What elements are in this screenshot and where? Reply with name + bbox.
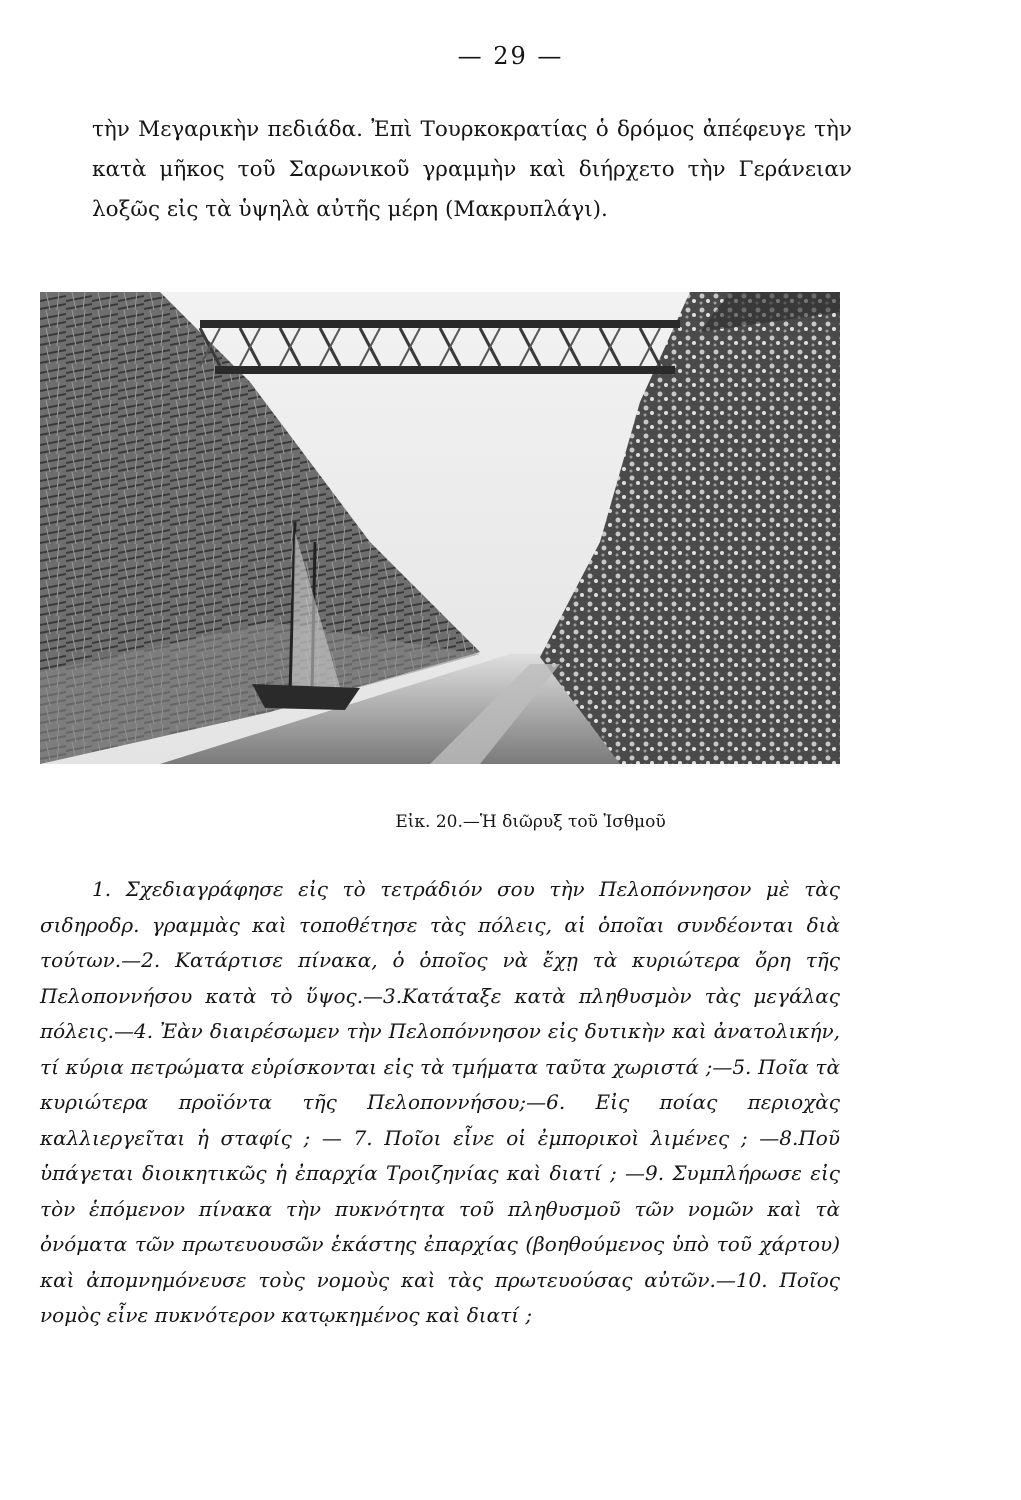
corinth-canal-illustration (40, 292, 840, 764)
figure-caption: Εἰκ. 20.—Ἡ διῶρυξ τοῦ Ἰσθμοῦ (395, 812, 666, 832)
intro-paragraph: τὴν Μεγαρικὴν πεδιάδα. Ἐπὶ Τουρκοκρατίας ὁ δρόμος ἀπέφευγε τὴν κατὰ μῆκος τοῦ Σαρωνικοῦ γραμμὴν καὶ διήρχετο τὴν Γεράνειαν λοξῶς εἰς τὰ ὑψηλὰ αὐτῆς μέρη (Μακρυπλάγι). (92, 117, 852, 222)
exercises-section (40, 872, 840, 1334)
page-number: — 29 — (457, 42, 564, 70)
canal-photograph (40, 292, 840, 764)
exercises-text: 1. Σχεδιαγράφησε εἰς τὸ τετράδιόν σου τὴν Πελοπόννησον μὲ τὰς σιδηροδρ. γραμμὰς καὶ τοποθέτησε τὰς πόλεις, αἱ ὁποῖαι συνδέονται διὰ τούτων.—2. Κατάρτισε πίνακα, ὁ ὁποῖος νὰ ἔχῃ τὰ κυριώτερα ὄρη τῆς Πελοποννήσου κατὰ τὸ ὕψος.—3.Κατάταξε κατὰ πληθυσμὸν τὰς μεγάλας πόλεις.—4. Ἐὰν διαιρέσωμεν τὴν Πελοπόννησον εἰς δυτικὴν καὶ ἀνατολικήν, τί κύρια πετρώματα εὑρίσκονται εἰς τὰ τμήματα ταῦτα χωριστά ;—5. Ποῖα τὰ κυριώτερα προϊόντα τῆς Πελοποννήσου;—6. Εἰς ποίας περιοχὰς καλλιεργεῖται ἡ σταφίς ; — 7. Ποῖοι εἶνε οἱ ἐμπορικοὶ λιμένες ; —8.Ποῦ ὑπάγεται διοικητικῶς ἡ ἐπαρχία Τροιζηνίας καὶ διατί ; —9. Συμπλήρωσε εἰς τὸν ἑπόμενον πίνακα τὴν πυκνότητα τοῦ πληθυσμοῦ τῶν νομῶν καὶ τὰ ὀνόματα τῶν πρωτευουσῶν ἑκάστης ἐπαρχίας (βοηθούμενος ὑπὸ τοῦ χάρτου) καὶ ἀπομνημόνευσε τοὺς νομοὺς καὶ τὰς πρωτευούσας αὐτῶν.—10. Ποῖος νομὸς εἶνε πυκνότερον κατῳκημένος καὶ διατί ; (40, 877, 840, 1327)
